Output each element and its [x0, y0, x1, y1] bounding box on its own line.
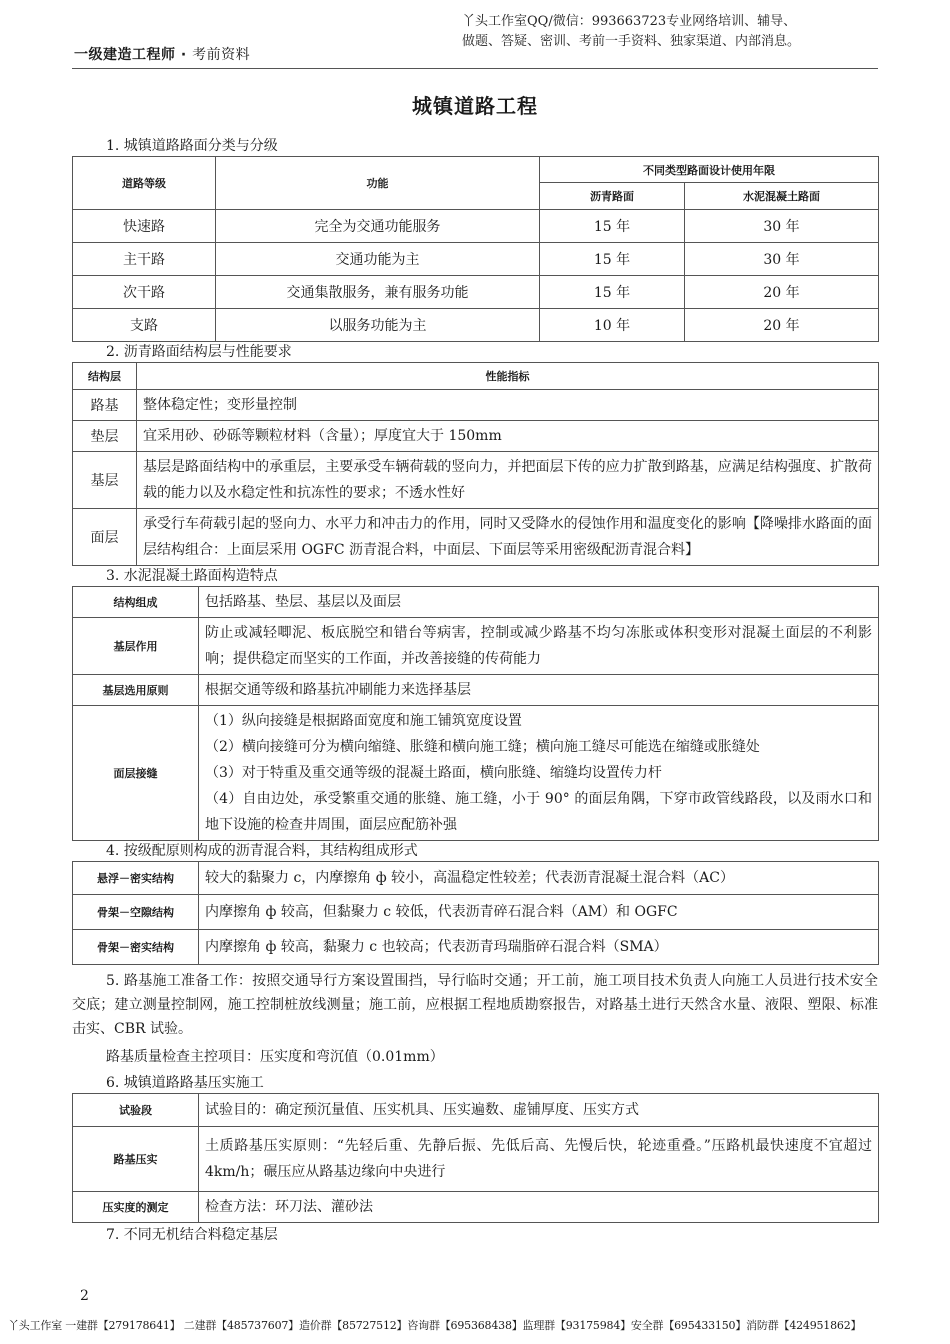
cell-text	[199, 706, 879, 841]
section5-quality-note: 路基质量检查主控项目：压实度和弯沉值（0.01mm）	[106, 1049, 444, 1065]
document-body	[72, 136, 878, 1245]
table-row	[73, 706, 879, 841]
header-layer: 结构层	[73, 363, 137, 390]
cell-function: 交通集散服务，兼有服务功能	[216, 276, 540, 309]
cell-concrete: 20 年	[685, 309, 879, 342]
cell-asphalt: 15 年	[540, 276, 685, 309]
cell-function: 以服务功能为主	[216, 309, 540, 342]
header-notice-line1: 丫头工作室QQ/微信：993663723专业网络培训、辅导、	[462, 14, 797, 29]
table-row	[73, 1094, 879, 1127]
header-brand	[74, 44, 250, 64]
cell-text: 土质路基压实原则：“先轻后重、先静后振、先低后高、先慢后快，轮迹重叠。”压路机最快速度不宜超过 4km/h；碾压应从路基边缘向中央进行	[199, 1127, 879, 1192]
subgrade-compaction-table	[72, 1093, 879, 1223]
header-performance: 性能指标	[137, 363, 879, 390]
table-row	[73, 210, 879, 243]
cell-label: 结构组成	[73, 587, 199, 618]
cell-label: 骨架－密实结构	[73, 930, 199, 965]
cell-asphalt: 10 年	[540, 309, 685, 342]
cell-text: 包括路基、垫层、基层以及面层	[199, 587, 879, 618]
header-design-life: 不同类型路面设计使用年限	[540, 157, 879, 183]
road-grade-table	[72, 156, 879, 342]
cell-label: 基层选用原则	[73, 675, 199, 706]
cell-label: 悬浮－密实结构	[73, 862, 199, 895]
asphalt-mixture-table	[72, 861, 879, 965]
cell-text: 根据交通等级和路基抗冲刷能力来选择基层	[199, 675, 879, 706]
cell-text: 内摩擦角 ф 较高，黏聚力 c 也较高；代表沥青玛瑞脂碎石混合料（SMA）	[199, 930, 879, 965]
table-row	[73, 675, 879, 706]
footer-groups: 丫头工作室 一建群【279178641】 二建群【485737607】造价群【85727512】咨询群【695368438】监理群【93175984】安全群【695433150】消防群【424951862】	[8, 1319, 862, 1332]
cell-label: 路基压实	[73, 1127, 199, 1192]
table-row	[73, 509, 879, 566]
cell-concrete: 30 年	[685, 243, 879, 276]
concrete-structure-table	[72, 586, 879, 841]
cell-performance: 承受行车荷载引起的竖向力、水平力和冲击力的作用，同时又受降水的侵蚀作用和温度变化的影响【降噪排水路面的面层结构组合：上面层采用 OGFC 沥青混合料，中面层、下面层等采用密级配沥青混合料】	[137, 509, 879, 566]
section3-title: 3. 水泥混凝土路面构造特点	[106, 568, 278, 584]
cell-performance: 基层是路面结构中的承重层，主要承受车辆荷载的竖向力，并把面层下传的应力扩散到路基，应满足结构强度、扩散荷载的能力以及水稳定性和抗冻性的要求；不透水性好	[137, 452, 879, 509]
section2-title: 2. 沥青路面结构层与性能要求	[106, 344, 292, 360]
section1-title: 1. 城镇道路路面分类与分级	[106, 138, 278, 154]
table-row	[73, 930, 879, 965]
header-brand-separator: ·	[180, 47, 187, 63]
cell-function: 完全为交通功能服务	[216, 210, 540, 243]
header-concrete: 水泥混凝土路面	[685, 183, 879, 210]
cell-asphalt: 15 年	[540, 243, 685, 276]
section5-paragraph: 5. 路基施工准备工作：按照交通导行方案设置围挡，导行临时交通；开工前，施工项目技术负责人向施工人员进行技术安全交底；建立测量控制网，施工控制桩放线测量；施工前，应根据工程地质勘察报告，对路基土进行天然含水量、液限、塑限、标准击实、CBR 试验。	[72, 973, 878, 1037]
joint-item: （2）横向接缝可分为横向缩缝、胀缝和横向施工缝；横向施工缝尽可能选在缩缝或胀缝处	[205, 739, 760, 755]
cell-function: 交通功能为主	[216, 243, 540, 276]
cell-asphalt: 15 年	[540, 210, 685, 243]
header-function: 功能	[216, 157, 540, 210]
section4-title: 4. 按级配原则构成的沥青混合料，其结构组成形式	[106, 843, 418, 859]
table-row	[73, 309, 879, 342]
cell-layer: 基层	[73, 452, 137, 509]
cell-performance: 宜采用砂、砂砾等颗粒材料（含量）；厚度宜大于 150mm	[137, 421, 879, 452]
page-number: 2	[80, 1288, 89, 1304]
cell-performance: 整体稳定性；变形量控制	[137, 390, 879, 421]
joint-item: （3）对于特重及重交通等级的混凝土路面，横向胀缝、缩缝均设置传力杆	[205, 765, 662, 781]
cell-text: 内摩擦角 ф 较高，但黏聚力 c 较低，代表沥青碎石混合料（AM）和 OGFC	[199, 895, 879, 930]
header-divider	[72, 68, 878, 69]
header-notice	[462, 12, 902, 52]
table-row	[73, 421, 879, 452]
cell-grade: 支路	[73, 309, 216, 342]
cell-concrete: 30 年	[685, 210, 879, 243]
cell-text: 较大的黏聚力 c，内摩擦角 ф 较小，高温稳定性较差；代表沥青混凝土混合料（AC）	[199, 862, 879, 895]
cell-grade: 次干路	[73, 276, 216, 309]
table-row	[73, 895, 879, 930]
cell-layer: 面层	[73, 509, 137, 566]
header-asphalt: 沥青路面	[540, 183, 685, 210]
asphalt-layer-table	[72, 362, 879, 566]
cell-label: 试验段	[73, 1094, 199, 1127]
cell-layer: 路基	[73, 390, 137, 421]
table-row	[73, 862, 879, 895]
cell-concrete: 20 年	[685, 276, 879, 309]
cell-grade: 主干路	[73, 243, 216, 276]
header-notice-line2: 做题、答疑、密训、考前一手资料、独家渠道、内部消息。	[462, 34, 801, 49]
cell-text: 检查方法：环刀法、灌砂法	[199, 1192, 879, 1223]
joint-item: （4）自由边处，承受繁重交通的胀缝、施工缝，小于 90° 的面层角隅，下穿市政管线路段，以及雨水口和地下设施的检查井周围，面层应配筋补强	[205, 791, 872, 833]
cell-label: 面层接缝	[73, 706, 199, 841]
header-brand-title: 一级建造工程师	[74, 47, 176, 63]
cell-text: 防止或减轻唧泥、板底脱空和错台等病害，控制或减少路基不均匀冻胀或体积变形对混凝土面层的不利影响；提供稳定而坚实的工作面，并改善接缝的传荷能力	[199, 618, 879, 675]
table-row	[73, 276, 879, 309]
table-row	[73, 243, 879, 276]
table-row	[73, 1127, 879, 1192]
cell-label: 压实度的测定	[73, 1192, 199, 1223]
page-title: 城镇道路工程	[412, 94, 538, 118]
cell-label: 骨架－空隙结构	[73, 895, 199, 930]
table-row	[73, 452, 879, 509]
cell-label: 基层作用	[73, 618, 199, 675]
cell-text: 试验目的：确定预沉量值、压实机具、压实遍数、虚铺厚度、压实方式	[199, 1094, 879, 1127]
section6-title: 6. 城镇道路路基压实施工	[106, 1075, 264, 1091]
table-row	[73, 587, 879, 618]
header-grade: 道路等级	[73, 157, 216, 210]
cell-layer: 垫层	[73, 421, 137, 452]
table-row	[73, 1192, 879, 1223]
joint-item: （1）纵向接缝是根据路面宽度和施工铺筑宽度设置	[205, 713, 522, 729]
section7-title: 7. 不同无机结合料稳定基层	[106, 1227, 278, 1243]
table-row	[73, 390, 879, 421]
cell-grade: 快速路	[73, 210, 216, 243]
table-row	[73, 618, 879, 675]
header-brand-subtitle: 考前资料	[192, 47, 251, 63]
